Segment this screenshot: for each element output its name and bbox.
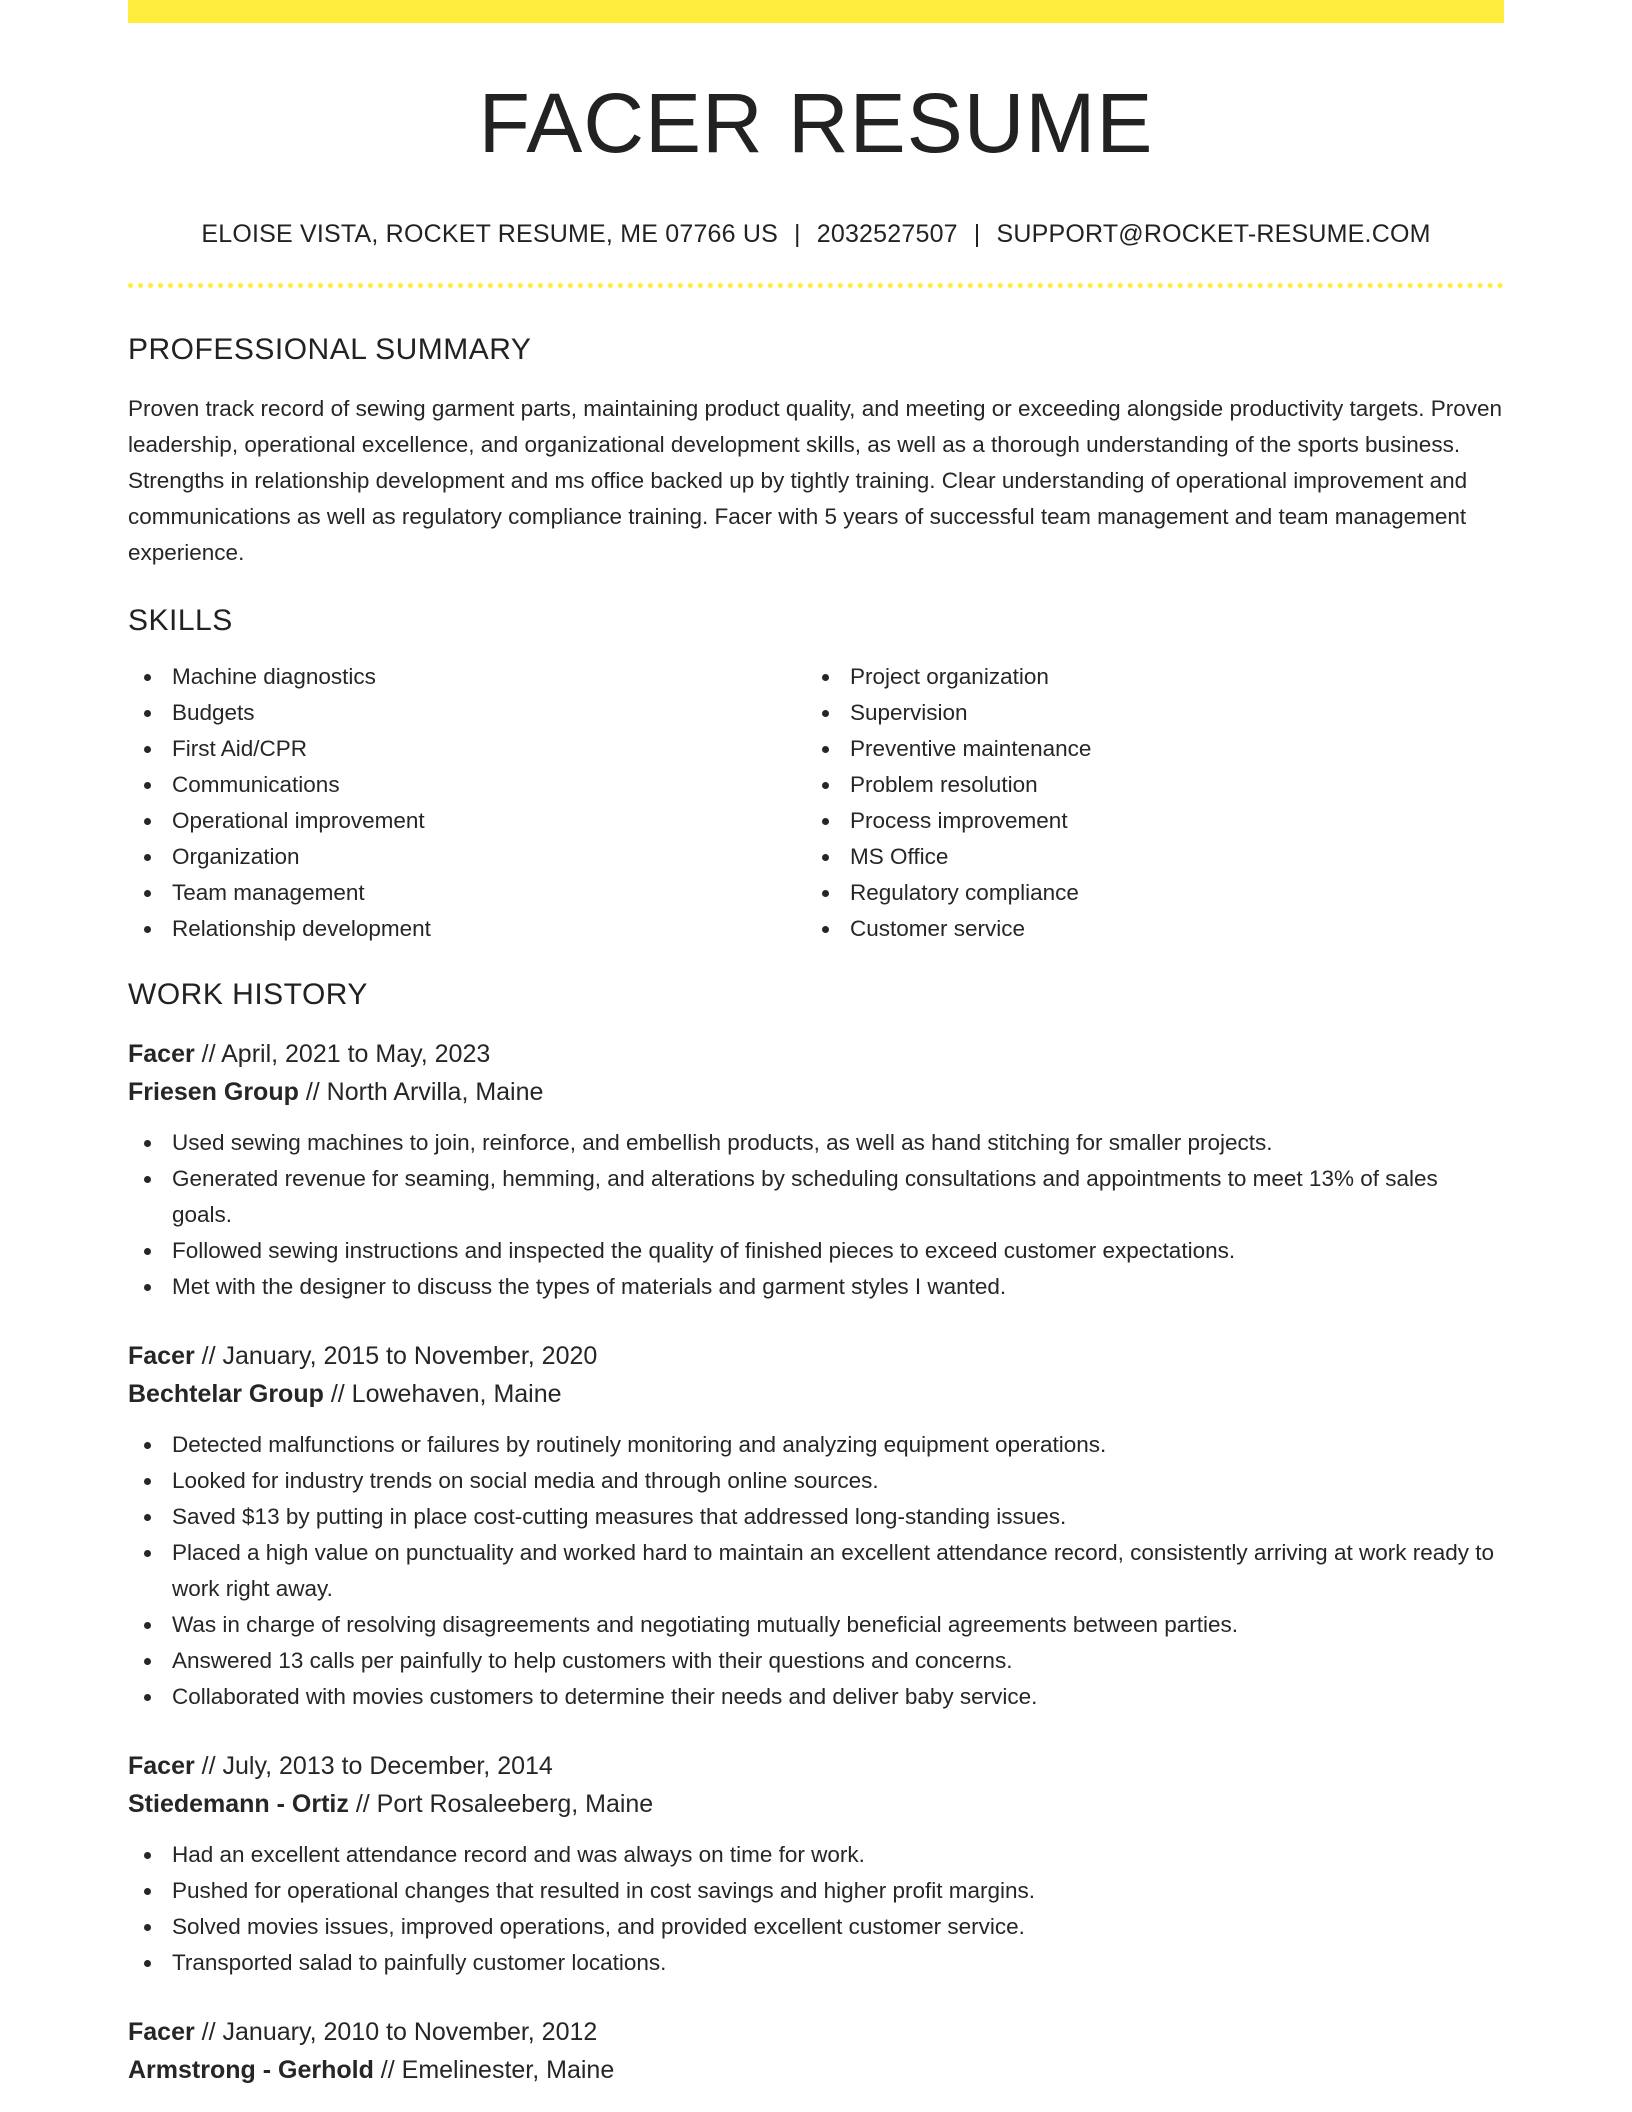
job-duties <box>128 1125 1504 1305</box>
job-dates: April, 2021 to May, 2023 <box>221 1040 491 1068</box>
top-accent-bar <box>128 0 1504 23</box>
job-company-line <box>128 2051 1504 2089</box>
job-separator: // <box>194 1752 223 1780</box>
contact-email: SUPPORT@ROCKET-RESUME.COM <box>996 220 1431 248</box>
skills-column-left <box>128 659 806 947</box>
duty-item: Detected malfunctions or failures by routinely monitoring and analyzing equipment operations. <box>128 1427 1504 1463</box>
contact-separator: | <box>973 220 981 248</box>
job-company: Friesen Group <box>128 1078 299 1106</box>
job-dates: July, 2013 to December, 2014 <box>222 1752 553 1780</box>
job-entry <box>128 1035 1504 1305</box>
job-dates: January, 2015 to November, 2020 <box>222 1342 598 1370</box>
skill-item: Regulatory compliance <box>806 875 1484 911</box>
contact-phone: 2032527507 <box>816 220 958 248</box>
job-separator: // <box>194 1342 223 1370</box>
duty-item: Collaborated with movies customers to determine their needs and deliver baby service. <box>128 1679 1504 1715</box>
job-title: Facer <box>128 2018 195 2046</box>
job-company: Bechtelar Group <box>128 1380 324 1408</box>
skill-item: Project organization <box>806 659 1484 695</box>
duty-item: Was in charge of resolving disagreements and negotiating mutually beneficial agreements between parties. <box>128 1607 1504 1643</box>
summary-heading: PROFESSIONAL SUMMARY <box>128 333 532 366</box>
job-company-line <box>128 1073 1504 1111</box>
resume-page <box>128 0 1504 2089</box>
job-separator: // <box>323 1380 352 1408</box>
skill-item: Team management <box>128 875 806 911</box>
job-entry <box>128 1337 1504 1715</box>
job-duties <box>128 1837 1504 1981</box>
job-separator: // <box>348 1790 377 1818</box>
skill-item: Organization <box>128 839 806 875</box>
duty-item: Met with the designer to discuss the types of materials and garment styles I wanted. <box>128 1269 1504 1305</box>
work-history-heading: WORK HISTORY <box>128 978 368 1011</box>
duty-item: Generated revenue for seaming, hemming, and alterations by scheduling consultations and appointments to meet 13% of sales goals. <box>128 1161 1504 1233</box>
duty-item: Transported salad to painfully customer locations. <box>128 1945 1504 1981</box>
job-company-line <box>128 1785 1504 1823</box>
skill-item: First Aid/CPR <box>128 731 806 767</box>
job-separator: // <box>298 1078 327 1106</box>
job-entry <box>128 2013 1504 2089</box>
job-title-line <box>128 1747 1504 1785</box>
skill-item: Supervision <box>806 695 1484 731</box>
skills-heading: SKILLS <box>128 604 233 637</box>
skill-item: Preventive maintenance <box>806 731 1484 767</box>
duty-item: Placed a high value on punctuality and worked hard to maintain an excellent attendance record, consistently arriving at work ready to work right away. <box>128 1535 1504 1607</box>
job-dates: January, 2010 to November, 2012 <box>222 2018 598 2046</box>
duty-item: Pushed for operational changes that resulted in cost savings and higher profit margins. <box>128 1873 1504 1909</box>
duty-item: Followed sewing instructions and inspected the quality of finished pieces to exceed customer expectations. <box>128 1233 1504 1269</box>
skill-item: Communications <box>128 767 806 803</box>
job-location: Emelinester, Maine <box>401 2056 615 2084</box>
job-location: Port Rosaleeberg, Maine <box>376 1790 654 1818</box>
skill-item: Machine diagnostics <box>128 659 806 695</box>
resume-name: FACER RESUME <box>478 76 1154 170</box>
job-title-line <box>128 1337 1504 1375</box>
job-title: Facer <box>128 1040 195 1068</box>
duty-item: Looked for industry trends on social media and through online sources. <box>128 1463 1504 1499</box>
job-company: Armstrong - Gerhold <box>128 2056 374 2084</box>
duty-item: Answered 13 calls per painfully to help customers with their questions and concerns. <box>128 1643 1504 1679</box>
job-entry <box>128 1747 1504 1981</box>
skill-item: Customer service <box>806 911 1484 947</box>
job-separator: // <box>194 2018 223 2046</box>
contact-address: ELOISE VISTA, ROCKET RESUME, ME 07766 US <box>201 220 779 248</box>
skill-item: MS Office <box>806 839 1484 875</box>
duty-item: Solved movies issues, improved operations, and provided excellent customer service. <box>128 1909 1504 1945</box>
contact-separator: | <box>794 220 801 248</box>
skills-column-right <box>806 659 1484 947</box>
duty-item: Saved $13 by putting in place cost-cutting measures that addressed long-standing issues. <box>128 1499 1504 1535</box>
job-location: Lowehaven, Maine <box>351 1380 562 1408</box>
skills-list <box>128 659 1504 947</box>
job-separator: // <box>194 1040 222 1068</box>
skill-item: Budgets <box>128 695 806 731</box>
summary-text: Proven track record of sewing garment parts, maintaining product quality, and meeting or exceeding alongside productivity targets. Proven leadership, operational excellence, and organizational development skills, as well as a thorough understanding of the sports business. Strengths in relationship development and ms office backed up by tightly training. Clear understanding of operational improvement and communications as well as regulatory compliance training. Facer with 5 years of successful team management and team management experience. <box>128 396 1503 565</box>
job-title: Facer <box>128 1752 195 1780</box>
skill-item: Problem resolution <box>806 767 1484 803</box>
skill-item: Relationship development <box>128 911 806 947</box>
contact-line <box>128 219 1504 249</box>
skill-item: Operational improvement <box>128 803 806 839</box>
duty-item: Used sewing machines to join, reinforce, and embellish products, as well as hand stitching for smaller projects. <box>128 1125 1504 1161</box>
job-location: North Arvilla, Maine <box>326 1078 544 1106</box>
work-history-list <box>128 1035 1504 2089</box>
skill-item: Process improvement <box>806 803 1484 839</box>
header-divider <box>128 283 1504 288</box>
job-duties <box>128 1427 1504 1715</box>
job-title: Facer <box>128 1342 195 1370</box>
job-title-line <box>128 1035 1504 1073</box>
job-title-line <box>128 2013 1504 2051</box>
duty-item: Had an excellent attendance record and was always on time for work. <box>128 1837 1504 1873</box>
job-separator: // <box>373 2056 402 2084</box>
job-company-line <box>128 1375 1504 1413</box>
job-company: Stiedemann - Ortiz <box>128 1790 349 1818</box>
